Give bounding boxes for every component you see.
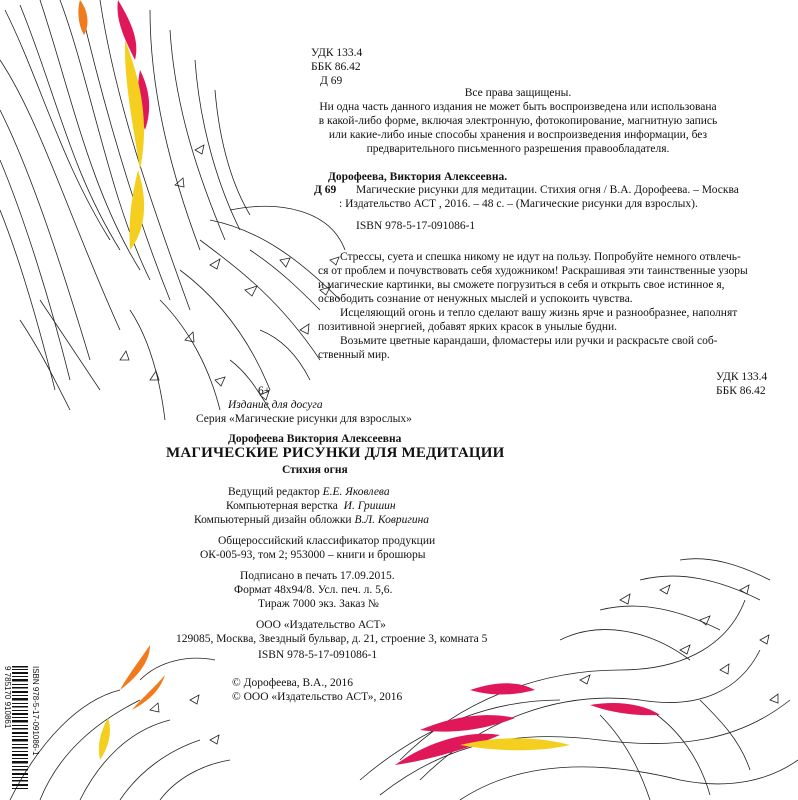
annotation-line: ся от проблем и почувствовать себя художником! Раскрашивая эти таинственные узоры	[318, 265, 748, 277]
bbk-code-bottom: ББК 86.42	[716, 385, 766, 397]
series-name: Серия «Магические рисунки для взрослых»	[196, 413, 412, 425]
layout-name: И. Гришин	[343, 500, 396, 512]
edition-type: Издание для досуга	[228, 399, 323, 411]
editor-name: Е.Е. Яковлева	[322, 486, 390, 498]
annotation-line: Возьмите цветные карандаши, фломастеры или ручки и раскрасьте свой соб-	[340, 335, 718, 347]
udk-code: УДК 133.4	[311, 47, 363, 59]
annotation-line: освободить сознание от ненужных мыслей и успокоить чувства.	[318, 293, 633, 305]
annotation-line: ственный мир.	[318, 349, 390, 361]
catalog-description-2: : Издательство АСТ , 2016. – 48 с. – (Магические рисунки для взрослых).	[339, 198, 698, 210]
rights-line: Ни одна часть данного издания не может быть воспроизведена или использована	[319, 101, 717, 113]
editor-credit	[228, 485, 390, 499]
cover-credit	[194, 513, 429, 527]
annotation	[318, 250, 752, 362]
barcode-isbn-text: ISBN 978-5-17-091086-1	[31, 666, 40, 756]
catalog-description-1: Магические рисунки для медитации. Стихия огня / В.А. Дорофеева. – Москва	[356, 184, 739, 196]
udk-code-bottom: УДК 133.4	[716, 371, 768, 383]
catalog-mark: Д 69	[314, 184, 337, 196]
layout-credit	[226, 499, 396, 513]
annotation-line: Стрессы, суета и спешка никому не идут на пользу. Попробуйте немного отвлечь-	[340, 251, 741, 263]
rights-line: предварительного письменного разрешения правообладателя.	[366, 143, 670, 155]
product-classifier-code: ОК-005-93, том 2; 953000 – книги и брошюры	[200, 549, 426, 561]
print-format: Формат 48x94/8. Усл. печ. л. 5,6.	[234, 584, 393, 596]
imprint-isbn: ISBN 978-5-17-091086-1	[258, 649, 378, 661]
cover-name: В.Л. Ковригина	[354, 514, 430, 526]
barcode-digits	[2, 666, 12, 796]
publisher-address: 129085, Москва, Звездный бульвар, д. 21, строение 3, комната 5	[176, 633, 488, 645]
bbk-code: ББК 86.42	[311, 61, 361, 73]
author-mark: Д 69	[320, 75, 343, 87]
annotation-line: и магические картинки, вы сможете погрузиться в себя и открыть свое истинное я,	[318, 279, 725, 291]
product-classifier: Общероссийский классификатор продукции	[218, 535, 436, 547]
age-rating: 6+	[258, 385, 271, 397]
cover-role: Компьютерный дизайн обложки	[194, 514, 352, 526]
annotation-line: Исцеляющий огонь и тепло сделают вашу жизнь ярче и разнообразнее, наполнят	[340, 307, 738, 319]
rights-line: Все права защищены.	[464, 87, 572, 99]
annotation-line: позитивной энергией, добавят ярких красок в унылые будни.	[318, 321, 618, 333]
rights-line: в какой-либо форме, включая электронную, фотокопирование, магнитную запись	[318, 115, 718, 127]
copyright-publisher: © ООО «Издательство АСТ», 2016	[232, 691, 403, 703]
book-title: МАГИЧЕСКИЕ РИСУНКИ ДЛЯ МЕДИТАЦИИ	[166, 445, 505, 461]
barcode-digits-text: 9 785170 910861	[3, 666, 12, 729]
rights-line: или какие-либо иные способы хранения и воспроизведения информации, без	[328, 129, 708, 141]
rights-notice	[318, 86, 718, 156]
barcode-isbn-label	[30, 666, 40, 796]
catalog-isbn: ISBN 978-5-17-091086-1	[356, 220, 476, 232]
author-full-name: Дорофеева Виктория Алексеевна	[228, 433, 402, 445]
layout-role: Компьютерная верстка	[226, 500, 338, 512]
print-date: Подписано в печать 17.09.2015.	[240, 570, 395, 582]
publisher-name: ООО «Издательство АСТ»	[256, 619, 386, 631]
print-run: Тираж 7000 экз. Заказ №	[258, 598, 379, 610]
copyright-author: © Дорофеева, В.А., 2016	[232, 677, 353, 689]
editor-role: Ведущий редактор	[228, 486, 320, 498]
book-subtitle: Стихия огня	[282, 464, 348, 476]
catalog-author: Дорофеева, Виктория Алексеевна.	[328, 171, 508, 183]
